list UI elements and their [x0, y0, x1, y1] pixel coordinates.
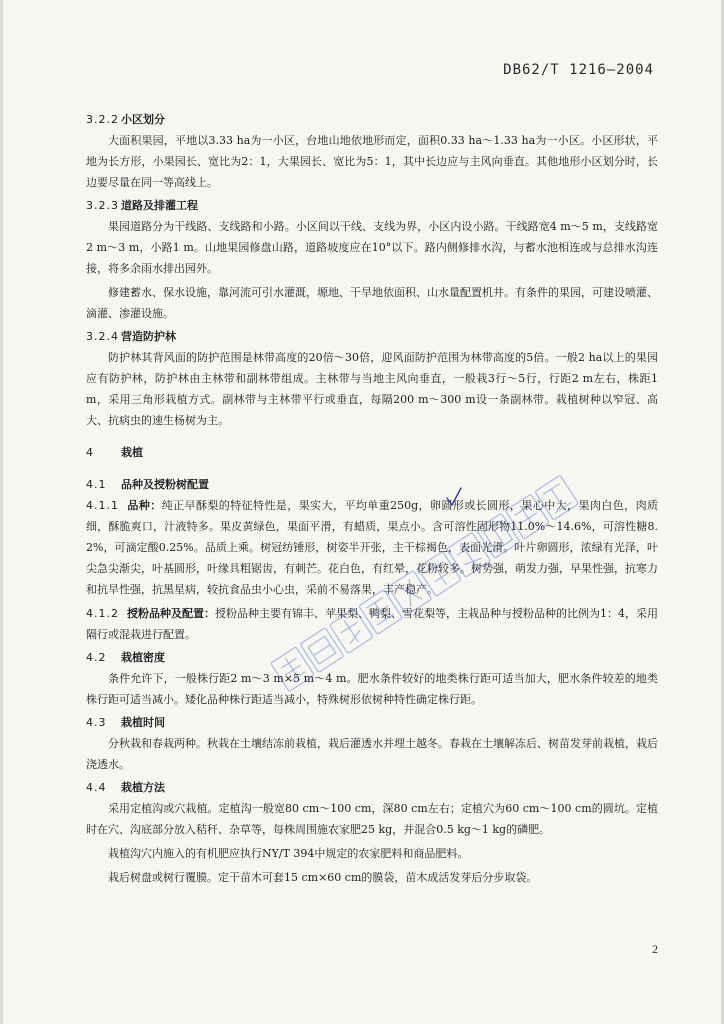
section-number: 4.4	[86, 781, 107, 794]
section-heading-4-2	[86, 648, 658, 668]
section-number: 4.2	[86, 651, 107, 664]
section-title: 小区划分	[121, 113, 165, 126]
section-number: 3.2.3	[86, 199, 119, 212]
body-paragraph: 修建蓄水、保水设施，靠河流可引水灌溉，塬地、干旱地依面积、山水量配置机井。有条件的果园，可建设喷灌、滴灌、渗灌设施。	[86, 286, 658, 320]
clause-4-1-1	[86, 495, 658, 600]
body-paragraph: 栽后树盘或树行覆膜。定干苗木可套15 cm×60 cm的膜袋，苗木成活发芽后分步取袋。	[108, 871, 538, 884]
body-paragraph: 分秋栽和春栽两种。秋栽在土壤结冻前栽植，栽后灌透水并埋土越冬。春栽在土壤解冻后、树苗发芽前栽植，栽后浇透水。	[86, 737, 658, 771]
handwritten-check-mark-icon	[445, 486, 463, 508]
clause-lead: 授粉品种及配置：	[127, 607, 215, 620]
chapter-title: 栽植	[121, 446, 143, 459]
standard-code: DB62/T 1216—2004	[503, 62, 654, 78]
section-heading-3-2-4	[86, 327, 658, 347]
page-number: 2	[652, 942, 658, 956]
section-number: 3.2.4	[86, 330, 119, 343]
clause-number: 4.1.1	[86, 499, 119, 512]
page-content	[86, 110, 658, 888]
section-title: 营造防护林	[121, 330, 176, 343]
section-number: 4.3	[86, 716, 107, 729]
section-heading-4-4	[86, 778, 658, 798]
clause-text: 纯正早酥梨的特征特性是，果实大，平均单重250g，卵圆形或长圆形，果心中大，果肉白色，肉质细，酥脆爽口，汁液特多。果皮黄绿色，果面平滑，有蜡质，果点小。含可溶性固形物11.0%～14.6%，可溶性糖8.2%，可滴定酸0.25%。品质上乘。树冠纺锤形，树姿半开张，主干棕褐色，表面光滑。叶片卵圆形，浓绿有光泽，叶尖急尖渐尖，叶基圆形，叶缘具粗锯齿，有刺芒。花白色，有红晕，花粉较多。树势强，萌发力强，早果性强，抗寒力和抗旱性强，抗黑星病，较抗食品虫小心虫，采前不易落果，丰产稳产。	[86, 499, 658, 596]
chapter-number: 4	[86, 446, 94, 459]
section-title: 道路及排灌工程	[121, 199, 198, 212]
section-title: 栽植方法	[121, 781, 165, 794]
section-number: 4.1	[86, 478, 107, 491]
section-title: 品种及授粉树配置	[121, 478, 209, 491]
section-heading-3-2-2	[86, 110, 658, 130]
section-title: 栽植密度	[121, 651, 165, 664]
body-paragraph: 栽植沟穴内施入的有机肥应执行NY/T 394中规定的农家肥料和商品肥料。	[108, 847, 469, 860]
section-heading-4-3	[86, 713, 658, 733]
section-number: 3.2.2	[86, 113, 119, 126]
section-heading-4-1	[86, 475, 658, 495]
body-paragraph: 果园道路分为干线路、支线路和小路。小区间以干线、支线为界，小区内设小路。干线路宽4 m～5 m，支线路宽2 m～3 m，小路1 m。山地果园修盘山路，道路坡度应在10°以下。路内侧修排水沟，与蓄水池相连或与总排水沟连接，将多余雨水排出园外。	[86, 220, 658, 275]
clause-lead: 品种：	[127, 499, 162, 512]
clause-text: 授粉品种主要有锦丰、苹果梨、鸭梨、雪花梨等，主栽品种与授粉品种的比例为1：4，采用隔行或混栽进行配置。	[86, 607, 658, 641]
clause-number: 4.1.2	[86, 607, 119, 620]
body-paragraph: 采用定植沟或穴栽植。定植沟一般宽80 cm～100 cm，深80 cm左右；定植穴为60 cm～100 cm的圆坑。定植时在穴、沟底部分放入秸秆、杂草等，每株周围施农家肥25 kg，并混合0.5 kg～1 kg的磷肥。	[86, 802, 658, 836]
scan-edge-left	[0, 0, 3, 1024]
section-title: 栽植时间	[121, 716, 165, 729]
chapter-heading-4	[86, 443, 658, 463]
body-paragraph: 防护林其背风面的防护范围是林带高度的20倍～30倍，迎风面防护范围为林带高度的5倍。一般2 ha以上的果园应有防护林，防护林由主林带和副林带组成。主林带与当地主风向垂直，一般栽3行～5行，行距2 m左右，株距1 m，采用三角形栽植方式。副林带与主林带平行或垂直，每隔200 m～300 m设一条副林带。栽植树种以窄冠、高大、抗病虫的速生杨树为主。	[86, 351, 658, 427]
clause-4-1-2	[86, 603, 658, 645]
body-paragraph: 大面积果园，平地以3.33 ha为一小区，台地山地依地形而定，面积0.33 ha～1.33 ha为一小区。小区形状，平地为长方形，小果园长、宽比为2：1，大果园长、宽比为5：1，其中长边应与主风向垂直。其他地形小区划分时，长边要尽量在同一等高线上。	[86, 134, 658, 189]
body-paragraph: 条件允许下，一般株行距2 m～3 m×5 m～4 m。肥水条件较好的地类株行距可适当加大，肥水条件较差的地类株行距可适当减小。矮化品种株行距适当减小，特殊树形依树种特性确定株行距。	[86, 672, 658, 706]
section-heading-3-2-3	[86, 196, 658, 216]
